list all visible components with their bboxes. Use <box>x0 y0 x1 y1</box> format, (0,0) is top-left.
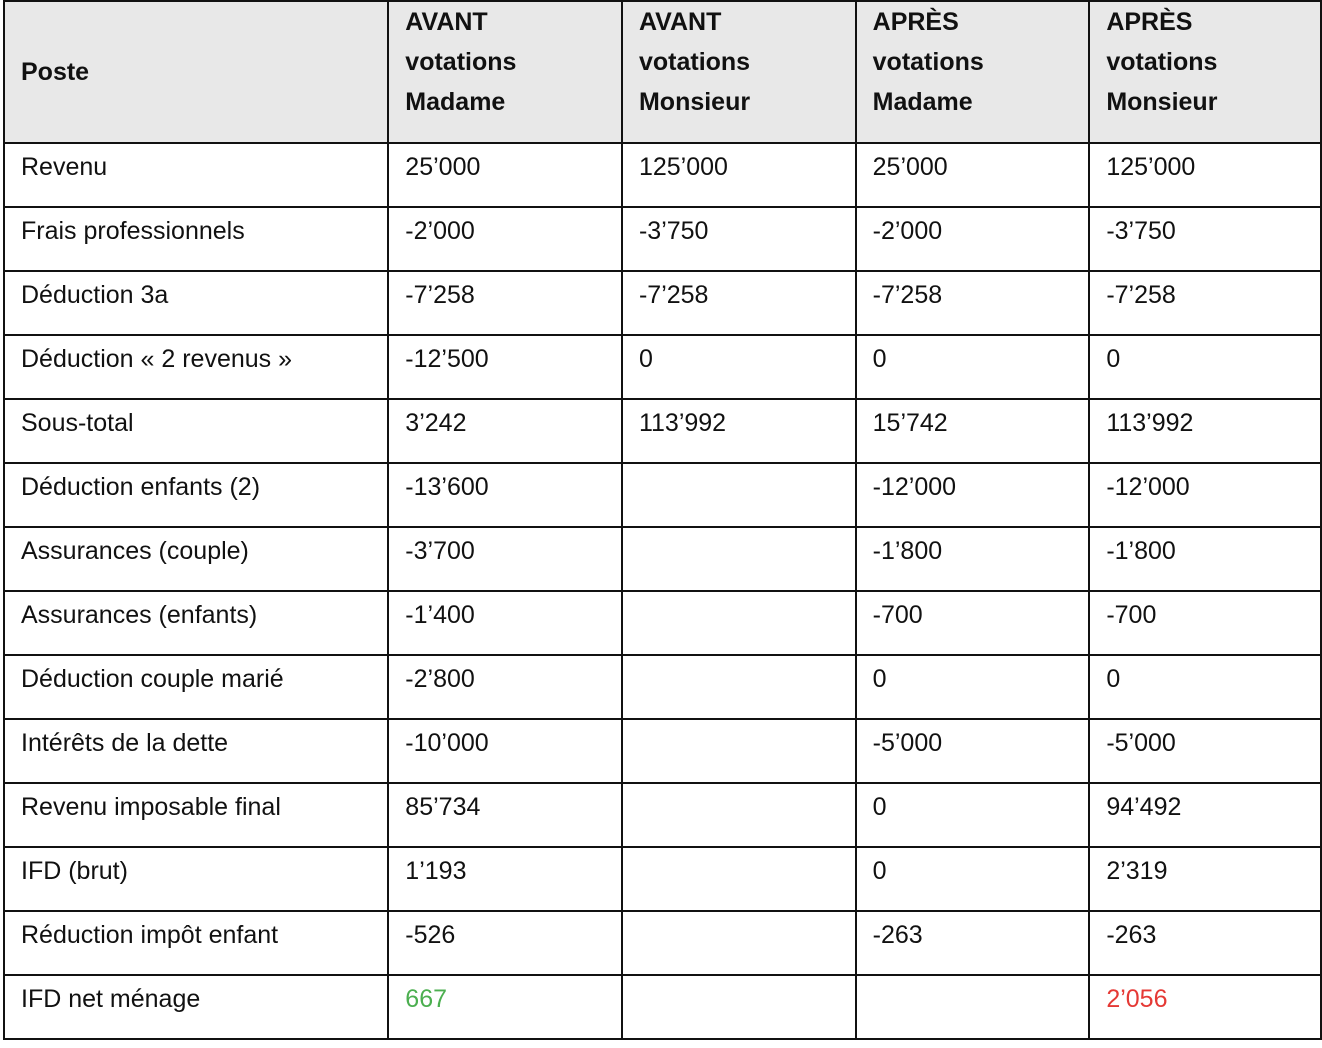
table-row <box>4 335 1321 399</box>
header-line: AVANT <box>638 8 722 36</box>
cell-apres-monsieur: -700 <box>1089 591 1321 655</box>
header-line: Monsieur <box>1106 88 1218 116</box>
row-label: Assurances (couple) <box>4 527 388 591</box>
cell-apres-madame: 15’742 <box>856 399 1090 463</box>
row-label: Assurances (enfants) <box>4 591 388 655</box>
cell-apres-madame: -7’258 <box>856 271 1090 335</box>
row-label: Déduction 3a <box>4 271 388 335</box>
cell-avant-madame: -1’400 <box>388 591 622 655</box>
cell-apres-madame: 0 <box>856 335 1090 399</box>
table-row <box>4 911 1321 975</box>
cell-avant-madame: 85’734 <box>388 783 622 847</box>
header-line: APRÈS <box>1106 8 1193 36</box>
cell-apres-monsieur: -3’750 <box>1089 207 1321 271</box>
row-label: IFD (brut) <box>4 847 388 911</box>
header-avant-monsieur <box>622 1 856 143</box>
row-label: Réduction impôt enfant <box>4 911 388 975</box>
row-label: IFD net ménage <box>4 975 388 1039</box>
cell-apres-monsieur: 113’992 <box>1089 399 1321 463</box>
cell-apres-madame: -263 <box>856 911 1090 975</box>
row-label: Sous-total <box>4 399 388 463</box>
cell-avant-monsieur <box>622 527 856 591</box>
table-row <box>4 655 1321 719</box>
cell-apres-monsieur: -1’800 <box>1089 527 1321 591</box>
cell-avant-madame: -526 <box>388 911 622 975</box>
table-header <box>4 1 1321 143</box>
cell-apres-monsieur: -263 <box>1089 911 1321 975</box>
cell-avant-monsieur: -3’750 <box>622 207 856 271</box>
cell-avant-madame: -3’700 <box>388 527 622 591</box>
table-row <box>4 399 1321 463</box>
cell-avant-madame: -10’000 <box>388 719 622 783</box>
header-line: Madame <box>405 88 506 116</box>
cell-avant-madame: -12’500 <box>388 335 622 399</box>
row-label: Revenu <box>4 143 388 207</box>
row-label: Intérêts de la dette <box>4 719 388 783</box>
cell-apres-madame: 0 <box>856 847 1090 911</box>
cell-apres-monsieur: -5’000 <box>1089 719 1321 783</box>
header-line: Madame <box>872 88 973 116</box>
cell-avant-monsieur: 113’992 <box>622 399 856 463</box>
cell-avant-madame: 25’000 <box>388 143 622 207</box>
cell-apres-madame: -5’000 <box>856 719 1090 783</box>
header-line: votations <box>872 48 984 76</box>
cell-apres-monsieur: 2’319 <box>1089 847 1321 911</box>
cell-avant-monsieur <box>622 463 856 527</box>
cell-avant-madame: -7’258 <box>388 271 622 335</box>
header-line: votations <box>405 48 517 76</box>
table-row-total <box>4 975 1321 1039</box>
cell-avant-madame: 3’242 <box>388 399 622 463</box>
table-row <box>4 783 1321 847</box>
cell-apres-monsieur: 0 <box>1089 655 1321 719</box>
cell-apres-madame: -2’000 <box>856 207 1090 271</box>
cell-apres-monsieur: 94’492 <box>1089 783 1321 847</box>
table-row <box>4 463 1321 527</box>
cell-apres-monsieur: 0 <box>1089 335 1321 399</box>
cell-avant-monsieur <box>622 655 856 719</box>
table-row <box>4 527 1321 591</box>
cell-avant-monsieur: 0 <box>622 335 856 399</box>
header-row <box>4 1 1321 143</box>
cell-apres-monsieur: -12’000 <box>1089 463 1321 527</box>
cell-apres-madame: 25’000 <box>856 143 1090 207</box>
cell-avant-monsieur <box>622 719 856 783</box>
cell-avant-monsieur <box>622 847 856 911</box>
cell-apres-monsieur-total: 2’056 <box>1089 975 1321 1039</box>
row-label: Déduction « 2 revenus » <box>4 335 388 399</box>
cell-avant-madame: -2’800 <box>388 655 622 719</box>
row-label: Déduction couple marié <box>4 655 388 719</box>
table-row <box>4 143 1321 207</box>
tax-comparison-table <box>3 0 1322 1040</box>
cell-apres-madame <box>856 975 1090 1039</box>
cell-avant-monsieur <box>622 975 856 1039</box>
table-row <box>4 207 1321 271</box>
row-label: Déduction enfants (2) <box>4 463 388 527</box>
cell-apres-monsieur: -7’258 <box>1089 271 1321 335</box>
cell-avant-madame-total: 667 <box>388 975 622 1039</box>
cell-avant-monsieur <box>622 591 856 655</box>
cell-avant-monsieur <box>622 783 856 847</box>
row-label: Frais professionnels <box>4 207 388 271</box>
cell-avant-madame: -13’600 <box>388 463 622 527</box>
cell-apres-monsieur: 125’000 <box>1089 143 1321 207</box>
table-row <box>4 591 1321 655</box>
cell-apres-madame: -12’000 <box>856 463 1090 527</box>
cell-apres-madame: -700 <box>856 591 1090 655</box>
header-avant-madame <box>388 1 622 143</box>
header-line: APRÈS <box>872 8 959 36</box>
table-row <box>4 719 1321 783</box>
row-label: Revenu imposable final <box>4 783 388 847</box>
header-line: AVANT <box>405 8 488 36</box>
header-apres-madame <box>856 1 1090 143</box>
header-line: Monsieur <box>638 88 751 116</box>
cell-avant-monsieur: 125’000 <box>622 143 856 207</box>
header-poste <box>4 1 388 143</box>
header-apres-monsieur <box>1089 1 1321 143</box>
header-poste-label: Poste <box>21 58 90 86</box>
table-row <box>4 847 1321 911</box>
cell-apres-madame: 0 <box>856 783 1090 847</box>
cell-avant-madame: -2’000 <box>388 207 622 271</box>
cell-avant-monsieur: -7’258 <box>622 271 856 335</box>
header-line: votations <box>1106 48 1218 76</box>
cell-avant-monsieur <box>622 911 856 975</box>
cell-avant-madame: 1’193 <box>388 847 622 911</box>
cell-apres-madame: -1’800 <box>856 527 1090 591</box>
cell-apres-madame: 0 <box>856 655 1090 719</box>
table-body <box>4 143 1321 1039</box>
header-line: votations <box>638 48 751 76</box>
table-row <box>4 271 1321 335</box>
